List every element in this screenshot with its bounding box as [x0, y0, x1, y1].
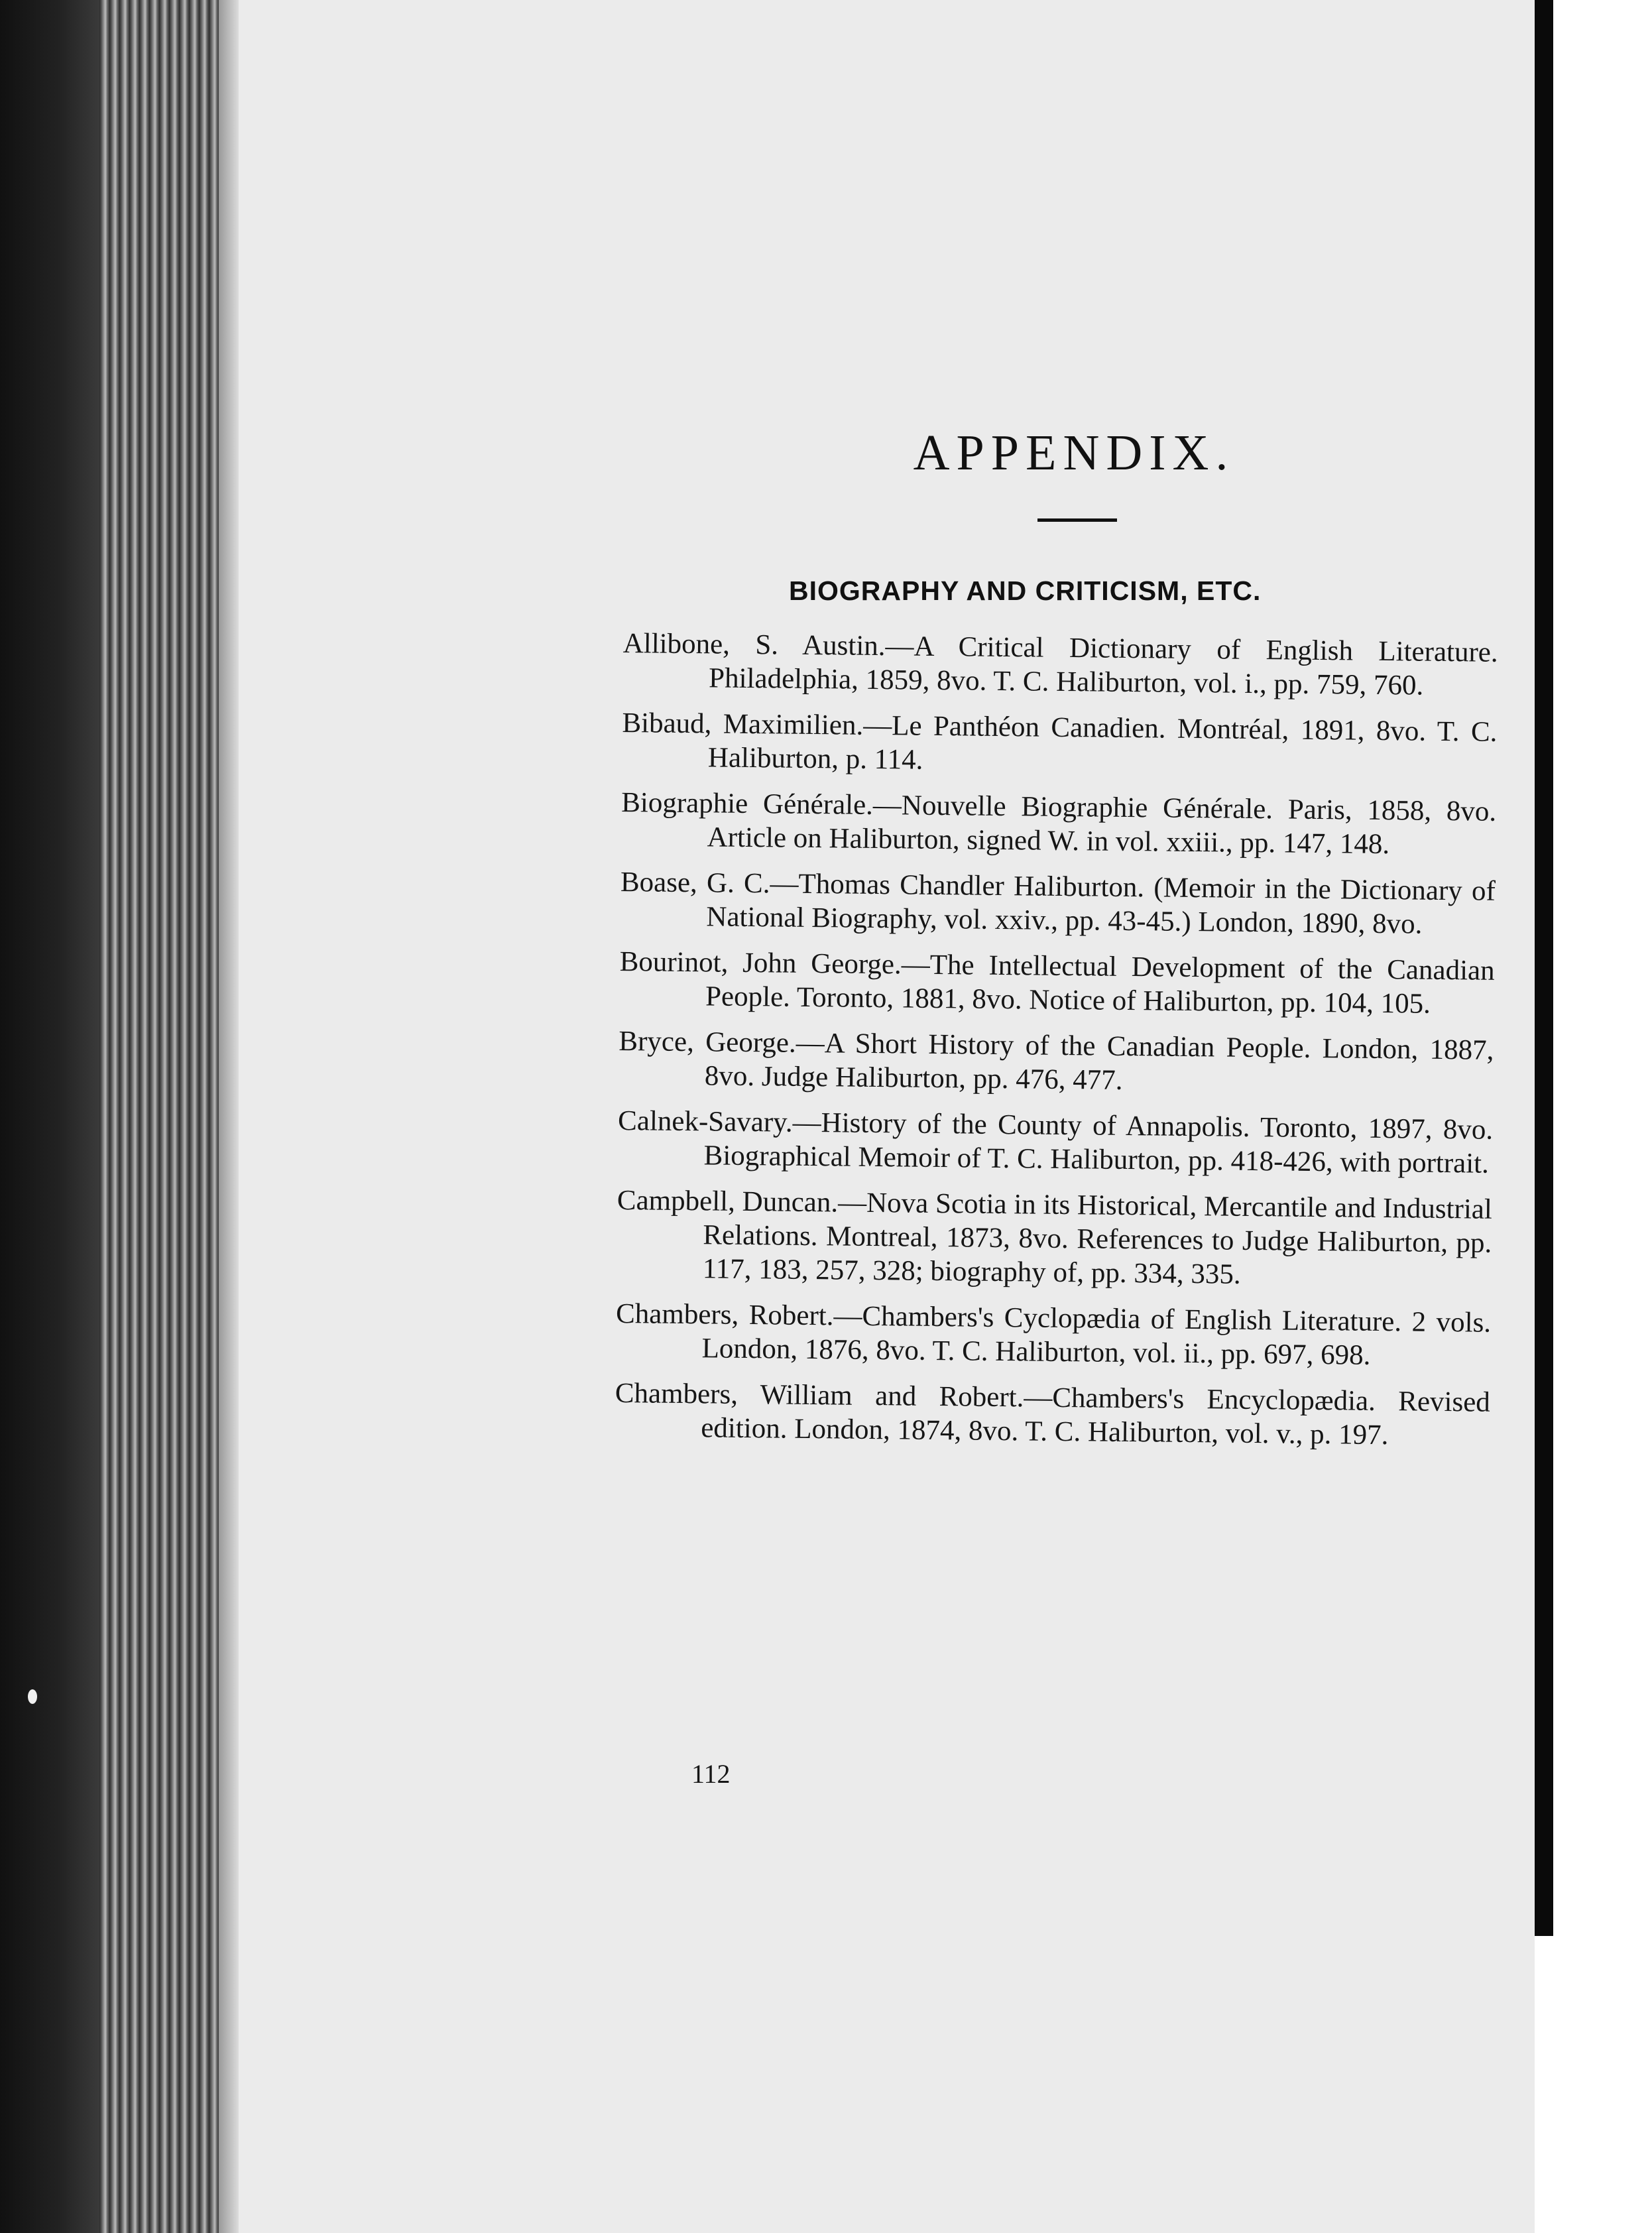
bibliography-entry: Bourinot, John George.—The Intellectual Development of the Canadian People. Toronto, 1881, 8vo. Notice of Haliburton, pp. 104, 105. — [619, 945, 1495, 1020]
section-heading: BIOGRAPHY AND CRITICISM, ETC. — [789, 575, 1262, 606]
bibliography-entry: Allibone, S. Austin.—A Critical Dictionary of English Literature. Philadelphia, 1859, 8vo. T. C. Haliburton, vol. i., pp. 759, 760. — [622, 627, 1498, 701]
scan-speck — [28, 1689, 37, 1704]
bibliography-entry: Chambers, Robert.—Chambers's Cyclopædia of English Literature. 2 vols. London, 1876, 8vo. T. C. Haliburton, vol. ii., pp. 697, 698. — [615, 1298, 1492, 1371]
page-number: 112 — [691, 1759, 731, 1789]
bibliography-list — [615, 627, 1498, 1465]
book-page-edges — [99, 0, 232, 2233]
bibliography-entry: Bibaud, Maximilien.—Le Panthéon Canadien. Montréal, 1891, 8vo. T. C. Haliburton, p. 114. — [622, 707, 1498, 776]
right-border-rule — [1535, 0, 1553, 1936]
bibliography-entry: Boase, G. C.—Thomas Chandler Haliburton. (Memoir in the Dictionary of National Biography, vol. xxiv., pp. 43-45.) London, 1890, 8vo. — [620, 866, 1496, 940]
bibliography-entry: Campbell, Duncan.—Nova Scotia in its Historical, Mercantile and Industrial Relations. Montreal, 1873, 8vo. References to Judge Haliburton, pp. 117, 183, 257, 328; biography of, pp. 334, 335. — [617, 1184, 1493, 1290]
bibliography-entry: Bryce, George.—A Short History of the Canadian People. London, 1887, 8vo. Judge Haliburton, pp. 476, 477. — [619, 1025, 1494, 1096]
right-margin — [1553, 0, 1652, 2233]
bibliography-entry: Biographie Générale.—Nouvelle Biographie Générale. Paris, 1858, 8vo. Article on Haliburton, signed W. in vol. xxiii., pp. 147, 148. — [620, 786, 1497, 861]
bibliography-entry: Calnek-Savary.—History of the County of Annapolis. Toronto, 1897, 8vo. Biographical Memoir of T. C. Haliburton, pp. 418-426, with portrait. — [617, 1105, 1494, 1179]
scan-background-edge — [0, 0, 99, 2233]
title-divider-rule — [1037, 518, 1117, 522]
bibliography-entry: Chambers, William and Robert.—Chambers's Encyclopædia. Revised edition. London, 1874, 8vo. T. C. Haliburton, vol. v., p. 197. — [615, 1377, 1491, 1451]
page-title: APPENDIX. — [913, 425, 1235, 481]
